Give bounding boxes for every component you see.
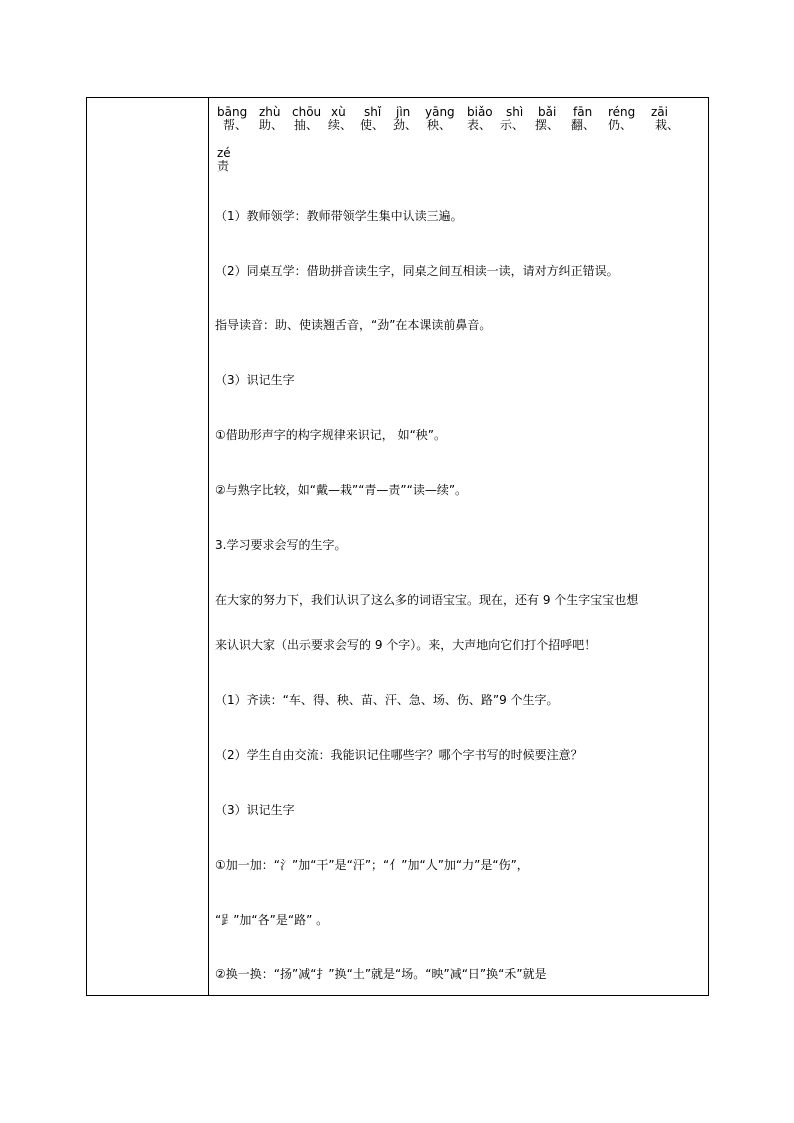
pinyin: yāng <box>425 105 455 119</box>
pinyin: zé <box>217 146 231 160</box>
hanzi: 帮、 <box>223 118 248 132</box>
paragraph: 指导读音：助、使读翘舌音，“劲”在本课读前鼻音。 <box>215 318 492 332</box>
hanzi: 使、 <box>360 118 385 132</box>
pinyin: fān <box>573 105 593 119</box>
paragraph: 来认识大家（出示要求会写的 9 个字）。来，大声地向它们打个招呼吧！ <box>215 638 597 652</box>
hanzi: 抽、 <box>294 118 319 132</box>
paragraph: （1）齐读：“车、得、秧、苗、汗、急、场、伤、路”9 个生字。 <box>215 693 559 707</box>
lesson-table <box>86 97 709 996</box>
pinyin: biǎo <box>467 105 493 119</box>
hanzi: 续、 <box>328 118 353 132</box>
pinyin: xù <box>331 105 346 119</box>
pinyin: shì <box>506 105 524 119</box>
pinyin: bǎi <box>538 105 557 119</box>
paragraph: 在大家的努力下，我们认识了这么多的词语宝宝。现在，还有 9 个生字宝宝也想 <box>215 593 639 607</box>
hanzi: 摆、 <box>535 118 560 132</box>
paragraph: （3）识记生字 <box>215 373 295 387</box>
paragraph: （1）教师领学：教师带领学生集中认读三遍。 <box>215 209 463 223</box>
hanzi: 翻、 <box>571 118 596 132</box>
paragraph: ②换一换：“扬”减“扌”换“土”就是“场。“映”减“日”换“禾”就是 <box>215 967 547 981</box>
lesson-content-cell <box>215 98 707 995</box>
hanzi: 仍、 <box>608 118 633 132</box>
pinyin: bāng <box>217 105 248 119</box>
hanzi: 秧、 <box>427 118 452 132</box>
paragraph: （2）学生自由交流：我能识记住哪些字？哪个字书写的时候要注意？ <box>215 748 583 762</box>
paragraph: （3）识记生字 <box>215 803 295 817</box>
column-divider <box>208 98 209 995</box>
pinyin: jìn <box>396 105 411 119</box>
pinyin: réng <box>608 105 636 119</box>
hanzi: 助、 <box>259 118 284 132</box>
hanzi: 责 <box>217 159 230 173</box>
pinyin: shǐ <box>364 105 382 119</box>
paragraph: ②与熟字比较，如“戴—栽”“青—责”“读—续”。 <box>215 483 468 497</box>
paragraph: 3.学习要求会写的生字。 <box>215 538 347 552</box>
hanzi: 栽、 <box>655 118 680 132</box>
hanzi: 表、 <box>467 118 492 132</box>
pinyin: chōu <box>292 105 322 119</box>
hanzi: 劲、 <box>393 118 418 132</box>
paragraph: （2）同桌互学：借助拼音读生字，同桌之间互相读一读，请对方纠正错误。 <box>215 264 619 278</box>
paragraph: ①加一加：“氵”加“干”是“汗”；“亻”加“人”加“力”是“伤”， <box>215 858 529 872</box>
pinyin: zāi <box>651 105 668 119</box>
pinyin-vocabulary-row-2 <box>215 147 707 187</box>
paragraph: ①借助形声字的构字规律来识记， 如“秧”。 <box>215 428 447 442</box>
pinyin: zhù <box>259 105 281 119</box>
paragraph: “𧾷”加“各”是“路” 。 <box>215 913 329 927</box>
hanzi: 示、 <box>500 118 525 132</box>
pinyin-vocabulary-row <box>215 106 707 146</box>
